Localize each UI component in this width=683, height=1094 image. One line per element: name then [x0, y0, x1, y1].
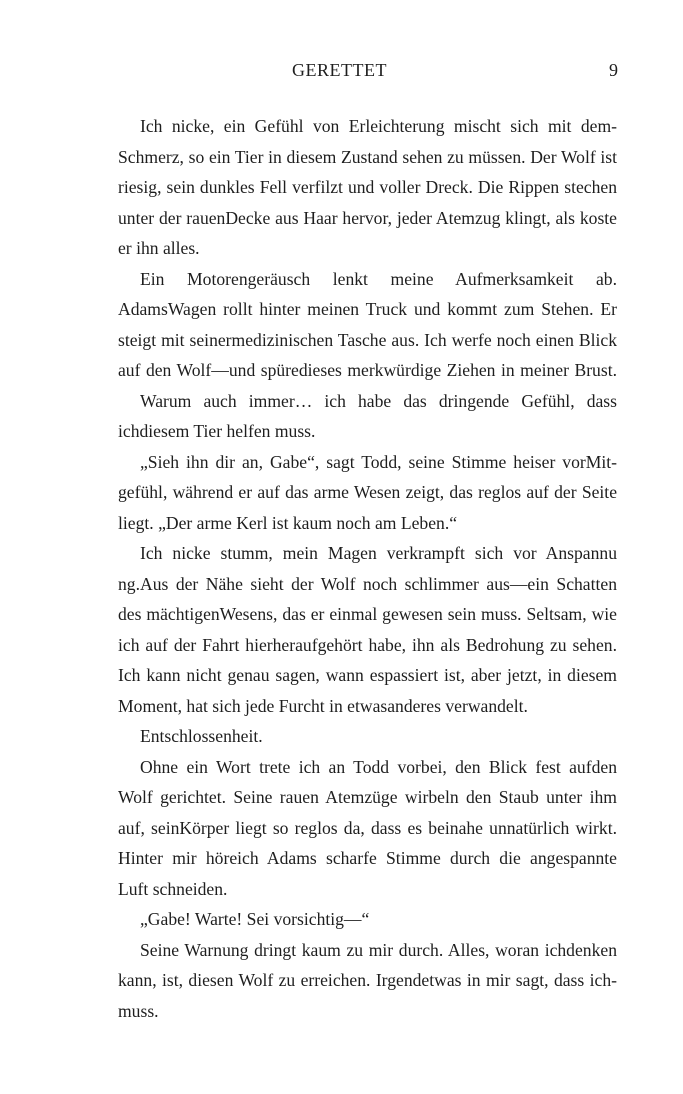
- text-line: Ein Motorengeräusch lenkt meine Aufmerksamkeit ab.: [140, 268, 617, 289]
- text-line: liegt. „Der arme Kerl ist kaum noch am Leben.“: [118, 512, 458, 533]
- text-line: Wolf gerichtet. Seine rauen Atemzüge wirbeln den Staub unter ihm: [118, 787, 617, 807]
- text-line: Luft schneiden.: [118, 878, 228, 899]
- text-line: Seine Warnung dringt kaum zu mir durch. Alles, woran ichdenken: [140, 939, 617, 960]
- text-line: ich auf der Fahrt hierheraufgehört habe, ihn als Bedrohung zu sehen.: [118, 634, 617, 655]
- text-line: Warum auch immer… ich habe das dringende Gefühl, dass: [140, 390, 617, 411]
- text-line: unter der rauenDecke aus Haar hervor, jeder Atemzug klingt, als koste: [118, 207, 617, 228]
- text-line: muss.: [118, 1000, 159, 1021]
- text-line: des mächtigenWesens, das er einmal gewesen sein muss. Seltsam, wie: [118, 604, 617, 624]
- text-line: Ohne ein Wort trete ich an Todd vorbei, den Blick fest aufden: [140, 756, 617, 777]
- running-title: GERETTET: [292, 60, 387, 80]
- text-line: gefühl, während er auf das arme Wesen zeigt, das reglos auf der Seite: [118, 482, 617, 502]
- body-text: [118, 111, 617, 1026]
- text-line: Ich nicke stumm, mein Magen verkrampft sich vor Anspannu: [140, 543, 617, 563]
- text-line: Ich nicke, ein Gefühl von Erleichterung mischt sich mit dem-: [140, 116, 617, 136]
- text-line: Hinter mir höreich Adams scharfe Stimme durch die angespannte: [118, 848, 617, 868]
- text-line: „Gabe! Warte! Sei vorsichtig—“: [140, 909, 370, 929]
- text-line: „Sieh ihn dir an, Gabe“, sagt Todd, seine Stimme heiser vorMit-: [140, 451, 617, 472]
- text-line: ichdiesem Tier helfen muss.: [118, 421, 316, 441]
- text-line: Schmerz, so ein Tier in diesem Zustand sehen zu müssen. Der Wolf ist: [118, 146, 617, 167]
- text-line: Entschlossenheit.: [140, 726, 263, 746]
- text-line: AdamsWagen rollt hinter meinen Truck und kommt zum Stehen. Er: [118, 299, 617, 319]
- text-line: steigt mit seinermedizinischen Tasche aus. Ich werfe noch einen Blick: [118, 329, 617, 350]
- page-number: 9: [609, 60, 618, 80]
- text-line: riesig, sein dunkles Fell verfilzt und voller Dreck. Die Rippen stechen: [118, 177, 617, 197]
- text-line: er ihn alles.: [118, 238, 200, 258]
- text-line: auf den Wolf—und spüredieses merkwürdige Ziehen in meiner Brust.: [118, 360, 617, 380]
- text-line: ng.Aus der Nähe sieht der Wolf noch schlimmer aus—ein Schatten: [118, 573, 617, 594]
- text-line: kann, ist, diesen Wolf zu erreichen. Irgendetwas in mir sagt, dass ich-: [118, 970, 617, 990]
- text-line: Moment, hat sich jede Furcht in etwasanderes verwandelt.: [118, 695, 528, 716]
- text-line: Ich kann nicht genau sagen, wann espassiert ist, aber jetzt, in diesem: [118, 665, 617, 685]
- page-header: [0, 58, 683, 82]
- text-line: auf, seinKörper liegt so reglos da, dass es beinahe unnatürlich wirkt.: [118, 817, 617, 838]
